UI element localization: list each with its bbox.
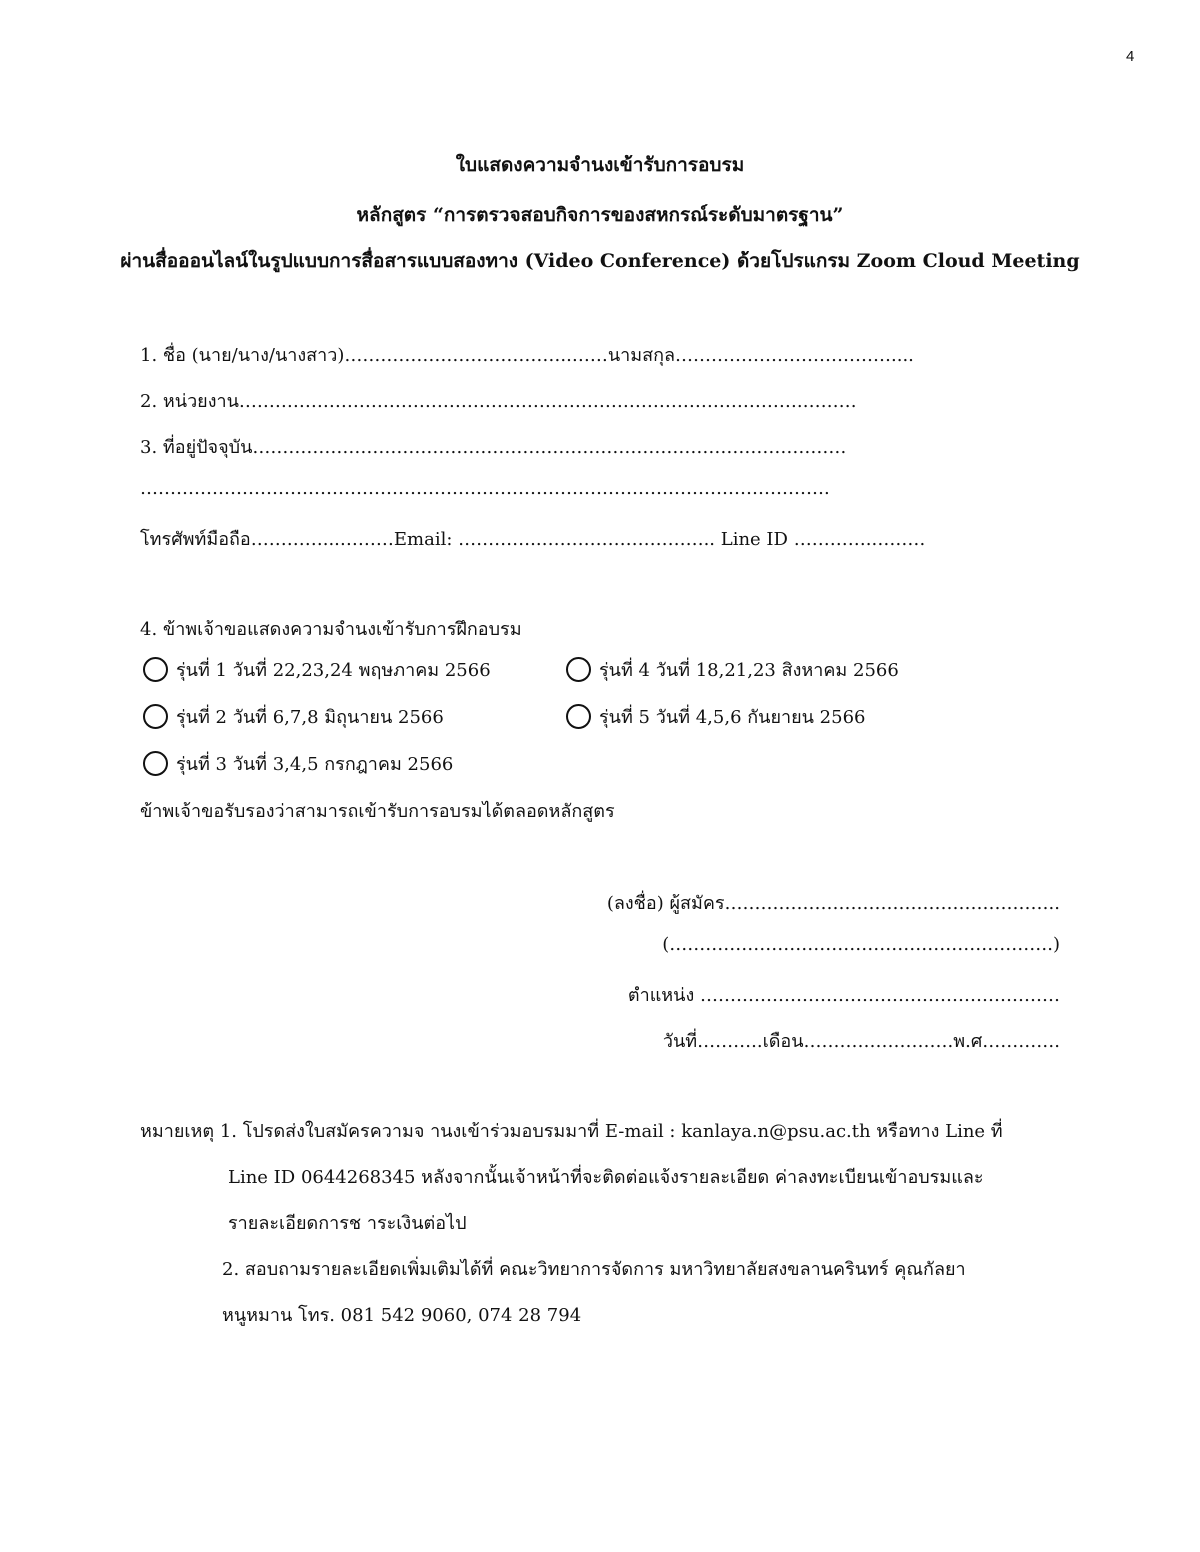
radio-circle-icon[interactable] [566, 657, 591, 682]
address-field[interactable]: 3. ที่อยู่ปัจจุบัน……………………………………………………………………………………… [140, 437, 847, 458]
radio-circle-icon[interactable] [143, 704, 168, 729]
contact-field[interactable]: โทรศัพท์มือถือ…………...………Email: …………..……………………….. Line ID ………….……… [140, 529, 926, 550]
radio-circle-icon[interactable] [143, 657, 168, 682]
session-option-2[interactable] [143, 702, 444, 731]
session-option-label: รุ่นที่ 1 วันที่ 22,23,24 พฤษภาคม 2566 [176, 660, 491, 681]
note-1-line-2: Line ID 0644268345 หลังจากนั้นเจ้าหน้าที่จะติดต่อแจ้งรายละเอียด ค่าลงทะเบียนเข้าอบรมและ [228, 1167, 984, 1188]
name-field[interactable]: 1. ชื่อ (นาย/นาง/นางสาว)………………………………..……นามสกุล……………………………….... [140, 345, 914, 366]
session-option-label: รุ่นที่ 3 วันที่ 3,4,5 กรกฎาคม 2566 [176, 754, 454, 775]
date-line[interactable]: วันที่………..เดือน…………………….พ.ศ…………. [662, 1031, 1060, 1052]
delivery-method: ผ่านสื่อออนไลน์ในรูปแบบการสื่อสารแบบสองทาง (Video Conference) ด้วยโปรแกรม Zoom Cloud Meeting [120, 250, 1080, 272]
agency-field[interactable]: 2. หน่วยงาน………………………………………………………………………………….……… [140, 391, 857, 412]
session-option-5[interactable] [566, 702, 866, 731]
form-title: ใบแสดงความจำนงเข้ารับการอบรม [455, 154, 745, 176]
note-1-line-3: รายละเอียดการช าระเงินต่อไป [228, 1213, 467, 1234]
note-1-line-1: หมายเหตุ 1. โปรดส่งใบสมัครความจ านงเข้าร่วมอบรมมาที่ E-mail : kanlaya.n@psu.ac.th หรือทาง Line ที่ [140, 1121, 1003, 1142]
course-title: หลักสูตร “การตรวจสอบกิจการของสหกรณ์ระดับมาตรฐาน” [356, 204, 844, 226]
note-2-line-1: 2. สอบถามรายละเอียดเพิ่มเติมได้ที่ คณะวิทยาการจัดการ มหาวิทยาลัยสงขลานครินทร์ คุณกัลยา [222, 1259, 966, 1280]
session-option-label: รุ่นที่ 5 วันที่ 4,5,6 กันยายน 2566 [599, 707, 866, 728]
radio-circle-icon[interactable] [143, 751, 168, 776]
signature-line[interactable]: (ลงชื่อ) ผู้สมัคร……………………………………………….. [606, 893, 1060, 914]
session-option-label: รุ่นที่ 4 วันที่ 18,21,23 สิงหาคม 2566 [599, 660, 899, 681]
session-option-3[interactable] [143, 749, 453, 778]
position-line[interactable]: ตำแหน่ง …………………………………………………… [627, 985, 1060, 1006]
certification-statement: ข้าพเจ้าขอรับรองว่าสามารถเข้ารับการอบรมได้ตลอดหลักสูตร [140, 801, 615, 822]
radio-circle-icon[interactable] [566, 704, 591, 729]
address-continued-field[interactable]: ……………………………………………………………………………………………………. [140, 478, 830, 499]
session-option-4[interactable] [566, 655, 899, 684]
session-option-1[interactable] [143, 655, 491, 684]
page-number: 4 [1126, 48, 1135, 65]
note-2-line-2: หนูหมาน โทร. 081 542 9060, 074 28 794 [222, 1305, 582, 1326]
sessions-heading: 4. ข้าพเจ้าขอแสดงความจำนงเข้ารับการฝึกอบรม [140, 619, 522, 640]
signer-name-line[interactable]: (……………………………………………………….) [662, 934, 1060, 955]
session-option-label: รุ่นที่ 2 วันที่ 6,7,8 มิถุนายน 2566 [176, 707, 444, 728]
